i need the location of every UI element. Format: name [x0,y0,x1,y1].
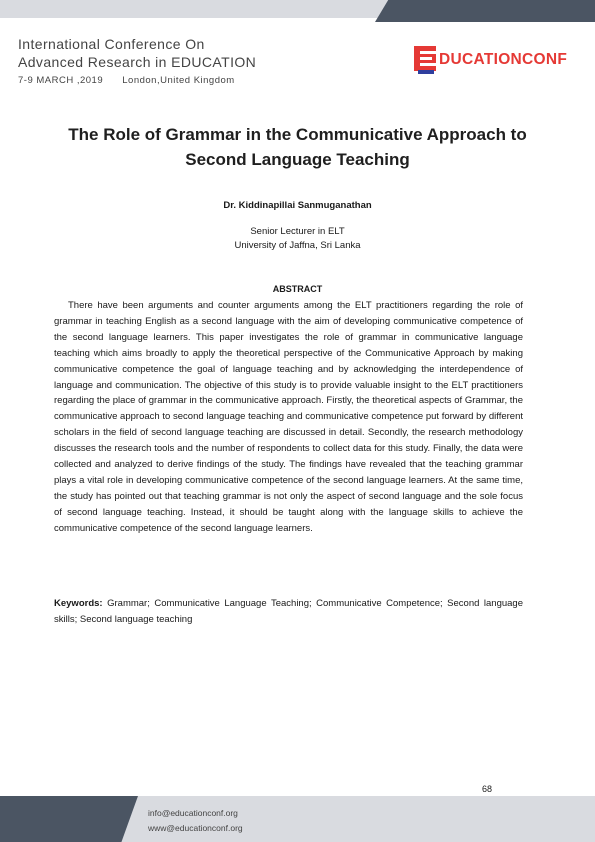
header-band-dark [375,0,595,22]
keywords-label: Keywords: [54,598,103,609]
author-position: Senior Lecturer in ELT [250,226,345,237]
footer-contacts [148,806,243,836]
abstract-heading: ABSTRACT [272,284,323,294]
logo-text: DUCATIONCONF [439,51,568,68]
footer-website: www@educationconf.org [148,823,243,833]
keywords [54,596,523,628]
author-affiliation [0,225,595,253]
conference-date-location [18,75,256,86]
header-band [0,0,595,24]
abstract-body: There have been arguments and counter arguments among the ELT practitioners regarding the role of grammar in teaching English as a second language with the aim of developing communicative competence of the second language learners. This paper investigates the role of grammar in communicative language teaching which aims broadly to apply the theoretical perspective of the Communicative Approach by making communicative competence the goal of language teaching and by acknowledging the interdependence of language and communication. The objective of this study is to provide valuable insight to the ELT practitioners regarding the place of grammar in the communicative approach. Firstly, the theoretical aspects of Grammar, the communicative approach to second language teaching and communicative competence put forward by different scholars in the field of second language teaching are discussed in detail. Secondly, the research methodology discusses the research tools and the number of respondents to collect data for this study. Finally, the data were collected and analyzed to derive findings of the study. The findings have revealed that the teaching grammar plays a vital role in developing communicative competence of the second language learners. At the same time, the study has pointed out that teaching grammar is not only the aspect of second language and the sole focus of second language teaching. Instead, it should be taught along with the language skills to achieve the communicative competence of the second language learners. [54,300,523,534]
conference-location: London,United Kingdom [122,75,235,86]
footer-email: info@educationconf.org [148,808,238,818]
page-number: 68 [482,784,493,794]
conference-name-line1: International Conference On [18,36,205,52]
paper-title: The Role of Grammar in the Communicative Approach to Second Language Teaching [68,125,527,169]
keywords-list: Grammar; Communicative Language Teaching; Communicative Competence; Second language skills; Second language teaching [54,598,524,625]
conference-name-line2: Advanced Research in EDUCATION [18,54,257,70]
conference-info [18,35,256,86]
educationconf-logo [414,46,567,74]
footer-band-dark [0,796,138,842]
logo-e-icon [414,46,438,74]
author-name: Dr. Kiddinapillai Sanmuganathan [223,200,372,211]
author-institution: University of Jaffna, Sri Lanka [234,240,361,251]
conference-date: 7-9 MARCH ,2019 [18,75,104,86]
footer-band [0,796,595,842]
